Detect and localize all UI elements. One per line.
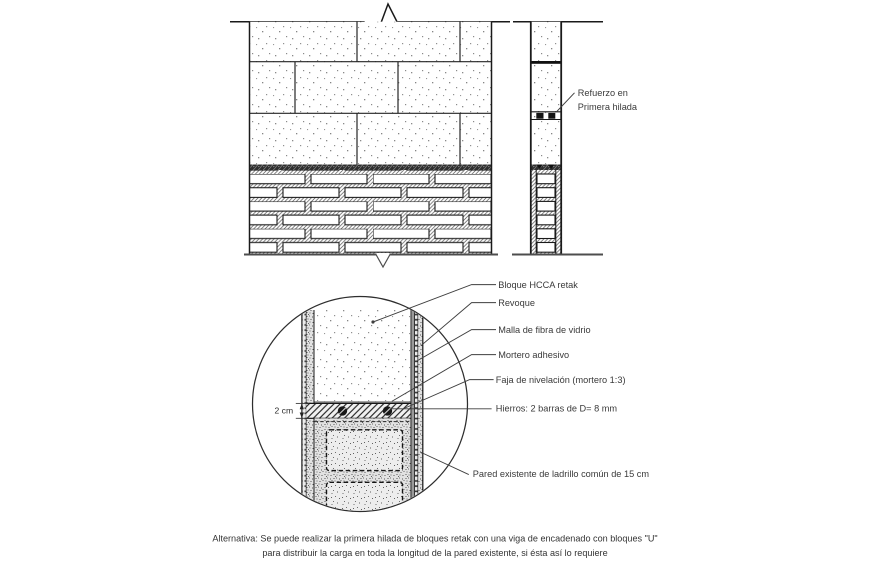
detail-malla-strip [415, 310, 418, 512]
dimension-2cm-text: 2 cm [274, 405, 294, 416]
detail-right-revoque-strip [418, 310, 422, 512]
section-mortar-band [531, 165, 561, 171]
elevation-mortar-band [250, 165, 492, 171]
detail-hcca-block [315, 310, 411, 403]
label-revoque: Revoque [498, 298, 535, 308]
existing-brick-1 [327, 430, 403, 471]
label-pared-existente: Pared existente de ladrillo común de 15 cm [472, 469, 650, 479]
label-mortero: Mortero adhesivo [498, 350, 570, 361]
note-line-1: Alternativa: Se puede realizar la primera hilada de bloques retak con una viga de encadenado con bloques "U" [212, 533, 658, 544]
section-view [512, 22, 638, 255]
label-malla: Malla de fibra de vidrio [498, 325, 591, 336]
label-faja: Faja de nivelación (mortero 1:3) [495, 375, 626, 386]
detail-levelling-band [306, 403, 411, 418]
refuerzo-label-line2: Primera hilada [577, 102, 638, 112]
detail-mortero-strip [411, 310, 414, 512]
ground-break-mask [377, 253, 390, 256]
elevation-view [230, 4, 510, 267]
rebar-square-left [536, 113, 543, 119]
refuerzo-label-line1: Refuerzo en [577, 88, 628, 98]
alternative-note [212, 534, 657, 559]
detail-left-mesh-strip [303, 310, 306, 512]
leader-bloque-dot [371, 320, 374, 323]
section-thick-joint [531, 61, 561, 64]
detail-circle-view [253, 280, 650, 522]
detail-wall-section [302, 310, 423, 522]
elevation-bricks [250, 170, 492, 255]
existing-brick-2 [327, 482, 403, 522]
label-bloque-hcca: Bloque HCCA retak [498, 280, 578, 290]
label-hierros: Hierros: 2 barras de D= 8 mm [495, 403, 618, 414]
rebar-square-right [548, 113, 555, 119]
note-line-2: para distribuir la carga en toda la longitud de la pared existente, si ésta así lo requiere [262, 548, 608, 558]
section-block-fill [531, 22, 561, 165]
elevation-block-field [250, 22, 492, 165]
